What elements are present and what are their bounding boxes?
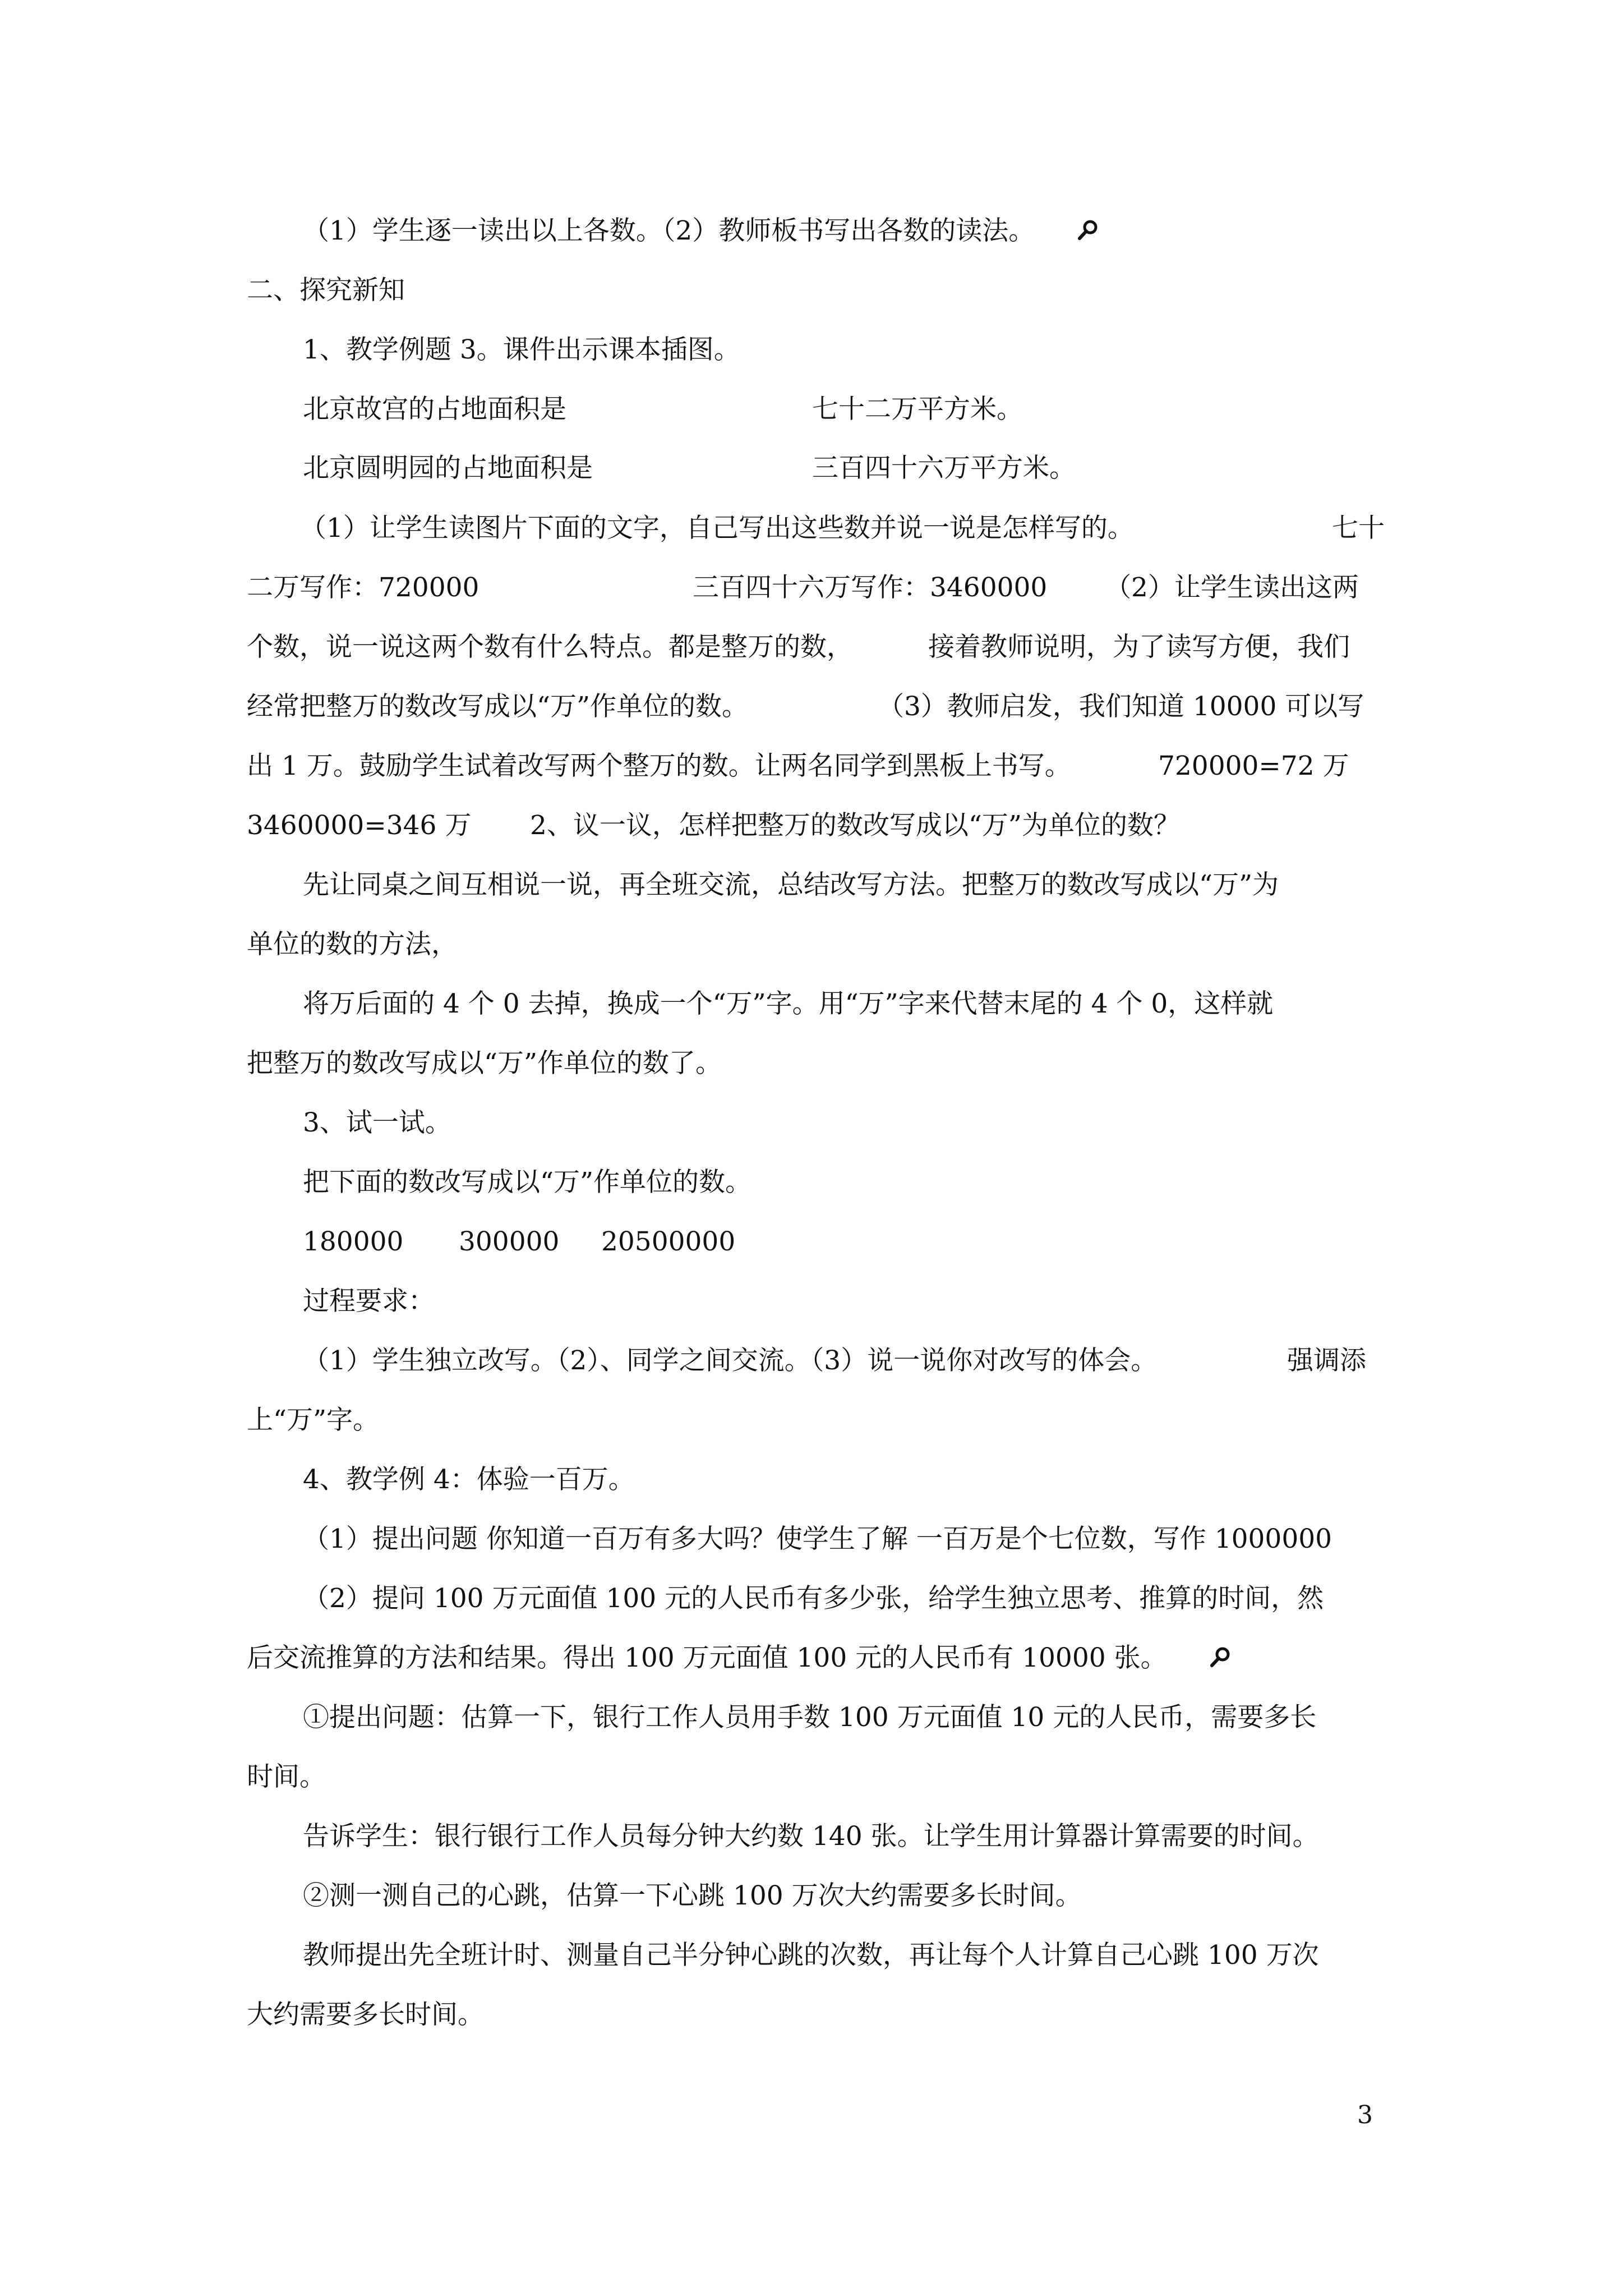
- line-24: （2）提问 100 万元面值 100 元的人民币有多少张，给学生独立思考、推算的时间，然: [303, 1583, 1324, 1614]
- line-29: ②测一测自己的心跳，估算一下心跳 100 万次大约需要多长时间。: [303, 1880, 1082, 1911]
- section-heading: 二、探究新知: [247, 275, 405, 306]
- text-segment: 三百四十六万写作：3460000: [693, 572, 1048, 603]
- number-item: 300000: [459, 1226, 560, 1257]
- text-segment: （1）让学生读图片下面的文字，自己写出这些数并说一说是怎样写的。: [300, 513, 1134, 544]
- line-15: 把整万的数改写成以“万”作单位的数了。: [247, 1048, 722, 1079]
- text-segment: 北京圆明园的占地面积是: [303, 453, 593, 484]
- magnifier-icon: [1077, 216, 1099, 250]
- text-segment: （3）教师启发，我们知道 10000 可以写: [878, 691, 1364, 722]
- line-23: （1）提出问题 你知道一百万有多大吗？使学生了解 一百万是个七位数，写作 1000000: [303, 1524, 1332, 1554]
- line-12: 先让同桌之间互相说一说，再全班交流，总结改写方法。把整万的数改写成以“万”为: [303, 869, 1279, 900]
- text-segment: 北京故宫的占地面积是: [303, 394, 566, 425]
- line-1: [303, 214, 1099, 250]
- line-3: 1、教学例题 3。课件出示课本插图。: [303, 334, 740, 365]
- number-item: 180000: [303, 1226, 404, 1257]
- text-segment: 个数，说一说这两个数有什么特点。都是整万的数，: [247, 632, 853, 662]
- text-line: 后交流推算的方法和结果。得出 100 万元面值 100 元的人民币有 10000 张。: [247, 1642, 1167, 1673]
- text-segment: 经常把整万的数改写成以“万”作单位的数。: [247, 691, 749, 722]
- text-segment: 接着教师说明，为了读写方便，我们: [928, 632, 1350, 662]
- line-28: 告诉学生：银行银行工作人员每分钟大约数 140 张。让学生用计算器计算需要的时间。: [303, 1821, 1319, 1852]
- line-30: 教师提出先全班计时、测量自己半分钟心跳的次数，再让每个人计算自己心跳 100 万次: [303, 1940, 1319, 1971]
- line-25: [247, 1641, 1232, 1677]
- text-segment: 720000=72 万: [1158, 751, 1349, 781]
- text-segment: （1）学生独立改写。（2）、同学之间交流。（3）说一说你对改写的体会。: [303, 1345, 1158, 1376]
- page-number: 3: [1357, 2101, 1373, 2129]
- line-27: 时间。: [247, 1761, 326, 1792]
- line-19: 过程要求：: [303, 1286, 435, 1317]
- text-segment: （2）让学生读出这两: [1105, 572, 1359, 603]
- text-segment: 二万写作：720000: [247, 572, 479, 603]
- magnifier-icon: [1209, 1643, 1232, 1677]
- line-21: 上“万”字。: [247, 1405, 380, 1435]
- line-17: 把下面的数改写成以“万”作单位的数。: [303, 1167, 752, 1198]
- line-22: 4、教学例 4：体验一百万。: [303, 1464, 635, 1495]
- number-item: 20500000: [601, 1226, 736, 1257]
- line-13: 单位的数的方法，: [247, 929, 458, 960]
- text-line: （1）学生逐一读出以上各数。（2）教师板书写出各数的读法。: [303, 215, 1035, 246]
- text-segment: 三百四十六万平方米。: [812, 453, 1076, 484]
- line-16: 3、试一试。: [303, 1107, 451, 1138]
- text-segment: 七十二万平方米。: [812, 394, 1023, 425]
- text-segment: 2、议一议，怎样把整万的数改写成以“万”为单位的数？: [530, 810, 1180, 841]
- text-segment: 七十: [1332, 513, 1385, 544]
- text-segment: 3460000=346 万: [247, 810, 472, 841]
- text-segment: 强调添: [1287, 1345, 1366, 1376]
- line-31: 大约需要多长时间。: [247, 1999, 484, 2030]
- text-segment: 出 1 万。鼓励学生试着改写两个整万的数。让两名同学到黑板上书写。: [247, 751, 1071, 781]
- line-26: ①提出问题：估算一下，银行工作人员用手数 100 万元面值 10 元的人民币，需要多长: [303, 1702, 1317, 1733]
- line-14: 将万后面的 4 个 0 去掉，换成一个“万”字。用“万”字来代替末尾的 4 个 0，这样就: [303, 988, 1274, 1019]
